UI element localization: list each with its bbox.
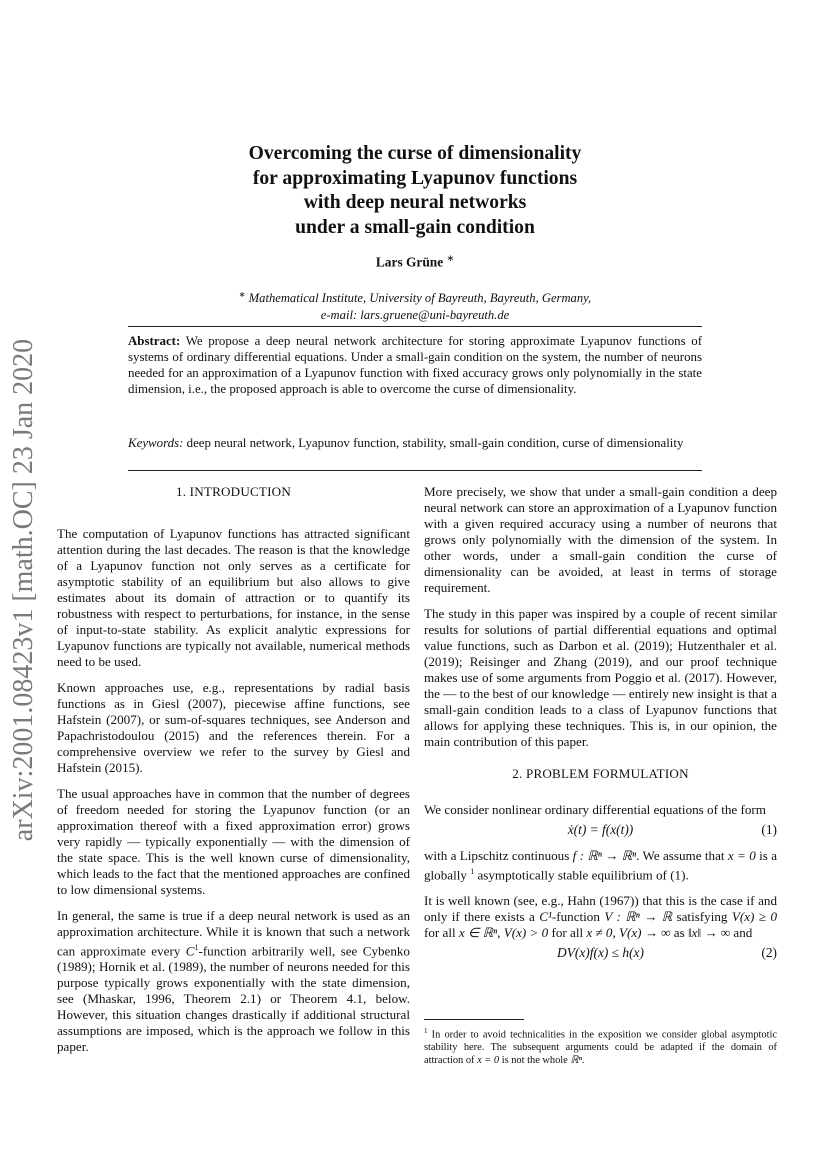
footnote: $^1$ In order to avoid technicalities in the exposition we consider global asymptotic stability here. The subsequent arguments could be adapted if the domain of attraction of x = 0 is not the whole ℝⁿ.	[424, 1019, 777, 1067]
title-line: with deep neural networks	[303, 192, 527, 213]
paragraph: It is well known (see, e.g., Hahn (1967)) that this is the case if and only if there exists a C¹-function V : ℝⁿ → ℝ satisfying V(x) ≥ 0 for all x ∈ ℝⁿ, V(x) > 0 for all x ≠ 0, V(x) → ∞ as ‖x‖ → ∞ and	[424, 893, 777, 941]
author-line	[250, 253, 580, 270]
equation-number: (2)	[761, 945, 777, 961]
affiliation-email: e-mail: lars.gruene@uni-bayreuth.de	[320, 308, 510, 323]
equation-1	[424, 822, 777, 840]
author-marker: ∗	[446, 253, 455, 263]
section-heading-introduction: 1. INTRODUCTION	[175, 484, 291, 499]
title-line: under a small-gain condition	[295, 216, 535, 238]
abstract-top-rule	[128, 326, 702, 327]
paragraph: Known approaches use, e.g., representations by radial basis functions as in Giesl (2007), piecewise affine functions, see Hafstein (2007), or sum-of-squares techniques, see Anderson and Papachristodoulou (2015) and the references therein. For a comprehensive overview we refer to the survey by Giesl and Hafstein (2015).	[57, 680, 410, 775]
keywords-label: Keywords:	[128, 436, 184, 450]
paper-title	[150, 142, 680, 240]
paragraph: with a Lipschitz continuous f : ℝⁿ → ℝⁿ. We assume that x = 0 is a globally $^1$ asymptotically stable equilibrium of (1).	[424, 848, 778, 883]
arxiv-identifier-stamp: arXiv:2001.08423v1 [math.OC] 23 Jan 2020	[8, 338, 39, 842]
equation-2	[424, 945, 777, 963]
paragraph: The usual approaches have in common that the number of degrees of freedom needed for storing the Lyapunov function (or an approximation thereof with a fixed approximation error) grows very rapidly — typically exponentially — with the dimension of the state space. This is the well known curse of dimensionality, which leads to the fact that the mentioned approaches are confined to low dimensional systems.	[57, 786, 410, 897]
abstract	[128, 333, 702, 397]
abstract-text: We propose a deep neural network architecture for storing approximate Lyapunov functions of systems of ordinary differential equations. Under a small-gain condition on the system, the number of neurons needed for an approximation of a Lyapunov function with fixed accuracy grows only polynomially in the state dimension, i.e., the proposed approach is able to overcome the curse of dimensionality.	[128, 334, 702, 396]
affiliation-line-1: ∗ Mathematical Institute, University of Bayreuth, Bayreuth, Germany,	[238, 290, 592, 306]
author-name: Lars Grüne	[375, 254, 444, 270]
footnote-marker: 1	[424, 1027, 428, 1035]
paragraph: We consider nonlinear ordinary differential equations of the form	[424, 802, 766, 817]
paragraph: More precisely, we show that under a small-gain condition a deep neural network can store an approximation of a Lyapunov function with a given required accuracy using a number of neurons that grows only polynomially with the dimension of the system. In other words, under a small-gain condition the curse of dimensionality can be avoided, at least in terms of storage requirement.	[424, 484, 777, 595]
affiliation	[150, 286, 680, 324]
title-line: for approximating Lyapunov functions	[252, 167, 578, 189]
affiliation-marker: ∗	[238, 290, 246, 299]
equation-body: DV(x)f(x) ≤ h(x)	[557, 945, 644, 961]
keywords-text: deep neural network, Lyapunov function, stability, small-gain condition, curse of dimensionality	[186, 436, 684, 450]
abstract-label: Abstract:	[128, 334, 181, 348]
paragraph: In general, the same is true if a deep neural network is used as an approximation architecture. While it is known that such a network can approximate every $C^1$-function arbitrarily well, see Cybenko (1989); Hornik et al. (1989), the number of neurons needed for this purpose typically grows exponentially with the state dimension, see (Mhaskar, 1996, Theorem 2.1) or Theorem 4.1, below. However, this situation changes drastically if additional structural assumptions are imposed, which is the approach we follow in this paper.	[57, 908, 410, 1055]
title-line: Overcoming the curse of dimensionality	[248, 143, 582, 164]
paragraph: The computation of Lyapunov functions has attracted significant attention during the last decades. The reason is that the knowledge of a Lyapunov function not only serves as a certificate for asymptotic stability of an equilibrium but also allows to give estimates about its domain of attraction or to quantify its robustness with respect to perturbations, for instance, in the sense of input-to-state stability. As explicit analytic expressions for Lyapunov functions are typically not available, numerical methods need to be used.	[57, 526, 410, 669]
footnote-rule	[424, 1019, 524, 1020]
right-column	[424, 484, 777, 971]
keywords	[128, 435, 702, 451]
left-column	[57, 484, 410, 1065]
footnote-ref[interactable]: 1	[470, 867, 475, 876]
equation-body: ẋ(t) = f(x(t))	[567, 822, 634, 837]
equation-number: (1)	[761, 822, 777, 837]
section-heading-problem-formulation: 2. PROBLEM FORMULATION	[512, 766, 689, 781]
paragraph: The study in this paper was inspired by a couple of recent similar results for solutions of partial differential equations and optimal value functions, such as Darbon et al. (2019); Hutzenthaler et al. (2019); Reisinger and Zhang (2019), and our proof technique makes use of some arguments from Poggio et al. (2017). However, the — to the best of our knowledge — entirely new insight is that a small-gain condition leads to a class of Lyapunov functions that allows for applying these techniques. This is, in our opinion, the main contribution of this paper.	[424, 606, 777, 749]
abstract-bottom-rule	[128, 470, 702, 471]
